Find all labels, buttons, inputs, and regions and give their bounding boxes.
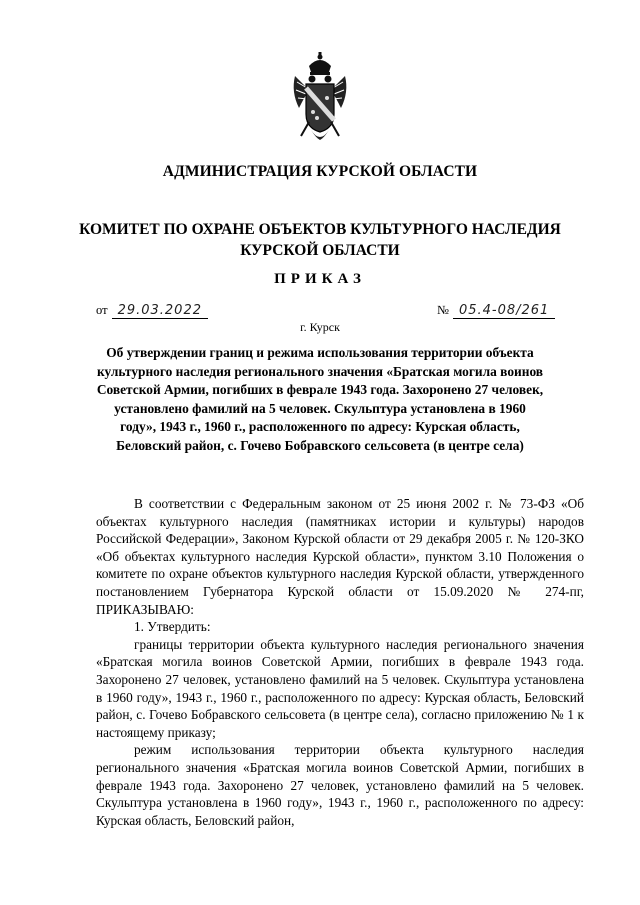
organization-name: АДМИНИСТРАЦИЯ КУРСКОЙ ОБЛАСТИ xyxy=(162,163,478,180)
committee-name: КОМИТЕТ ПО ОХРАНЕ ОБЪЕКТОВ КУЛЬТУРНОГО НАСЛЕДИЯ КУРСКОЙ ОБЛАСТИ xyxy=(79,221,561,259)
date-line xyxy=(96,303,208,319)
city: г. Курск xyxy=(300,320,340,334)
handwritten-date: 29.03.2022 xyxy=(112,303,208,319)
paragraph-boundaries: границы территории объекта культурного наследия регионального значения «Братская могила воинов Советской Армии, погибших в феврале 1943 года. Захоронено 27 человек, установлено фамилий на 5 человек. Скульптура установлена в 1960 году», 1943 г., 1960 г., расположенного по адресу: Курская область, Беловский район, с. Гочево Бобравского сельсовета (в центре села), согласно приложению № 1 к настоящему приказу; xyxy=(96,636,584,740)
date-prefix: от xyxy=(96,303,108,317)
document-title: Об утверждении границ и режима использования территории объекта культурного наследия регионального значения «Братская могила воинов Советской Армии, погибших в феврале 1943 года. Захоронено 27 человек, установлено фамилий на 5 человек. Скульптура установлена в 1960 году», 1943 г., 1960 г., расположенного по адресу: Курская область, Беловский район, с. Гочево Бобравского сельсовета (в центре села) xyxy=(96,345,544,453)
document-body xyxy=(96,495,584,829)
number-line xyxy=(437,303,555,319)
document-type: ПРИКАЗ xyxy=(274,271,366,287)
kursk-coat-of-arms-icon xyxy=(289,52,351,144)
paragraph-item-1: 1. Утвердить: xyxy=(134,619,211,635)
number-prefix: № xyxy=(437,303,449,317)
handwritten-number: 05.4-08/261 xyxy=(453,303,555,319)
paragraph-usage-regime: режим использования территории объекта культурного наследия регионального значения «Братская могила воинов Советской Армии, погибших в феврале 1943 года. Захоронено 27 человек, установлено фамилий на 5 человек. Скульптура установлена в 1960 году», 1943 г., 1960 г., расположенного по адресу: Курская область, Беловский район, xyxy=(96,742,584,828)
paragraph-preamble: В соответствии с Федеральным законом от 25 июня 2002 г. № 73-ФЗ «Об объектах культурного наследия (памятниках истории и культуры) народов Российской Федерации», Законом Курской области от 29 декабря 2005 г. № 120-ЗКО «Об объектах культурного наследия Курской области», пунктом 3.10 Положения о комитете по охране объектов культурного наследия Курской области, утвержденного постановлением Губернатора Курской области от 15.09.2020 № 274-пг, ПРИКАЗЫВАЮ: xyxy=(96,496,584,617)
